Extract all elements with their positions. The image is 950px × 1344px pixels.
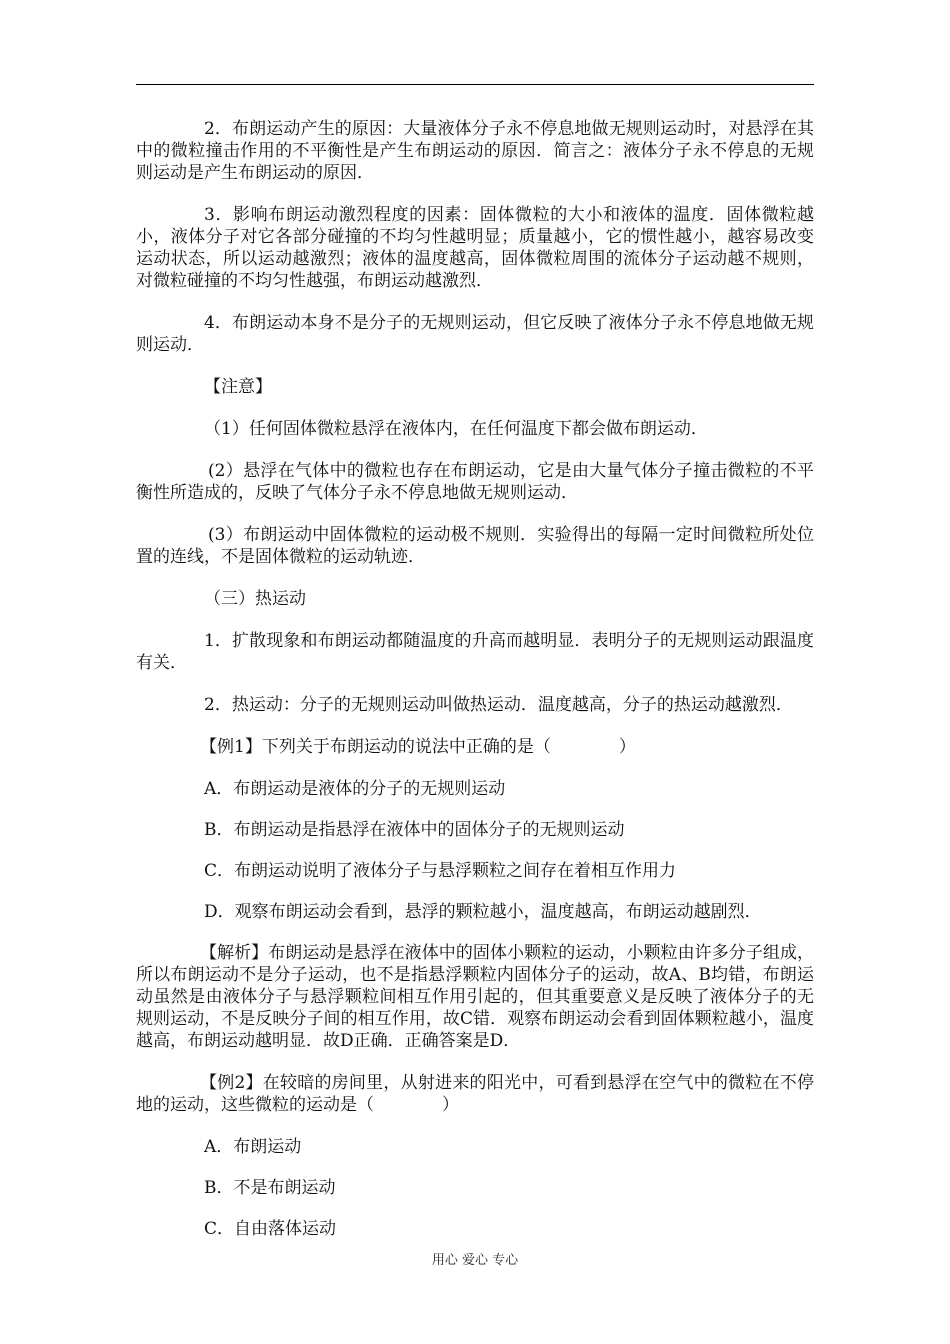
example-1-option-a: A．布朗运动是液体的分子的无规则运动 [204, 779, 506, 799]
example-2-option-c: C．自由落体运动 [204, 1219, 337, 1239]
example-1-option-c: C．布朗运动说明了液体分子与悬浮颗粒之间存在着相互作用力 [204, 861, 677, 881]
paragraph-nature: 4．布朗运动本身不是分子的无规则运动，但它反映了液体分子永不停息地做无规则运动． [136, 313, 814, 355]
example-2-question: 【例2】在较暗的房间里，从射进来的阳光中，可看到悬浮在空气中的微粒在不停地的运动，这些微粒的运动是（ ） [136, 1073, 814, 1115]
example-1-option-b: B．布朗运动是指悬浮在液体中的固体分子的无规则运动 [204, 820, 625, 840]
document-body [136, 118, 814, 1259]
paragraph-factors: 3．影响布朗运动激烈程度的因素：固体微粒的大小和液体的温度．固体微粒越小，液体分子对它各部分碰撞的不均匀性越明显；质量越小，它的惯性越小，越容易改变运动状态，所以运动越激烈；液体的温度越高，固体微粒周围的流体分子运动越不规则，对微粒碰撞的不均匀性越强，布朗运动越激烈． [136, 205, 814, 291]
page-footer: 用心 爱心 专心 [431, 1253, 519, 1268]
example-1-question: 【例1】下列关于布朗运动的说法中正确的是（ ） [200, 737, 636, 757]
thermal-point-1: 1．扩散现象和布朗运动都随温度的升高而越明显．表明分子的无规则运动跟温度有关． [136, 631, 814, 673]
header-rule [136, 84, 814, 85]
note-heading: 【注意】 [204, 377, 272, 397]
example-2-option-a: A．布朗运动 [204, 1137, 302, 1157]
note-item-1: （1）任何固体微粒悬浮在液体内，在任何温度下都会做布朗运动． [204, 419, 708, 439]
example-1-option-d: D．观察布朗运动会看到，悬浮的颗粒越小，温度越高，布朗运动越剧烈． [204, 902, 762, 922]
example-2-option-b: B．不是布朗运动 [204, 1178, 336, 1198]
paragraph-cause: 2．布朗运动产生的原因：大量液体分子永不停息地做无规则运动时，对悬浮在其中的微粒撞击作用的不平衡性是产生布朗运动的原因．简言之：液体分子永不停息的无规则运动是产生布朗运动的原因． [136, 119, 814, 183]
note-item-2: (2）悬浮在气体中的微粒也存在布朗运动，它是由大量气体分子撞击微粒的不平衡性所造成的，反映了气体分子永不停息地做无规则运动． [136, 461, 814, 503]
section-heading-thermal-motion: （三）热运动 [204, 589, 306, 609]
example-1-analysis: 【解析】布朗运动是悬浮在液体中的固体小颗粒的运动，小颗粒由许多分子组成，所以布朗运动不是分子运动，也不是指悬浮颗粒内固体分子的运动，故A、B均错，布朗运动虽然是由液体分子与悬浮颗粒间相互作用引起的，但其重要意义是反映了液体分子的无规则运动，不是反映分子间的相互作用，故C错．观察布朗运动会看到固体颗粒越小，温度越高，布朗运动越明显．故D正确．正确答案是D． [136, 943, 814, 1051]
note-item-3: (3）布朗运动中固体微粒的运动极不规则．实验得出的每隔一定时间微粒所处位置的连线，不是固体微粒的运动轨迹． [136, 525, 814, 567]
thermal-point-2: 2．热运动：分子的无规则运动叫做热运动．温度越高，分子的热运动越激烈． [204, 695, 793, 715]
